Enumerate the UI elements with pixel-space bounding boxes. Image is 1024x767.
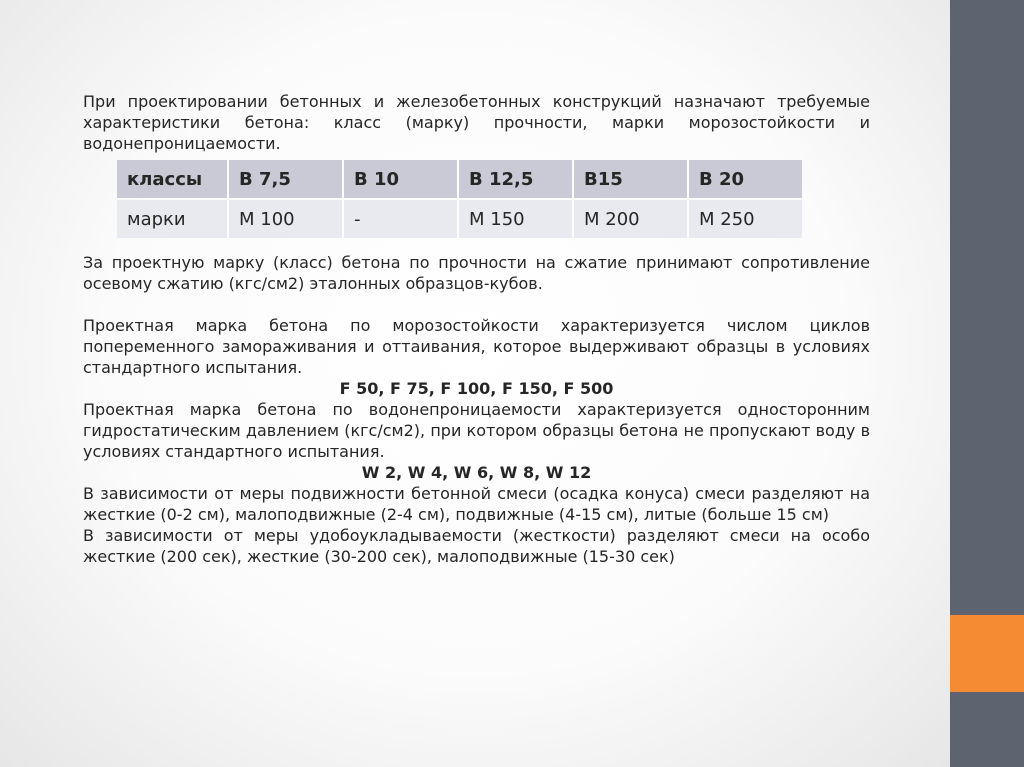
mobility-paragraph: В зависимости от меры подвижности бетонной смеси (осадка конуса) смеси разделяют на жесткие (0-2 см), малоподвижные (2-4 см), подвижные (4-15 см), литые (больше 15 см): [83, 484, 870, 524]
table-cell: М 250: [689, 200, 802, 238]
side-accent-block: [950, 615, 1024, 692]
slide-content: [83, 91, 870, 567]
table-header-cell: В 12,5: [459, 160, 572, 198]
workability-paragraph: В зависимости от меры удобоукладываемости (жесткости) разделяют смеси на особо жесткие (200 сек), жесткие (30-200 сек), малоподвижные (15-30 сек): [83, 526, 870, 566]
class-grade-table: [115, 158, 804, 240]
table-header-cell: В 20: [689, 160, 802, 198]
table-header-cell: В15: [574, 160, 687, 198]
strength-paragraph: За проектную марку (класс) бетона по прочности на сжатие принимают сопротивление осевому сжатию (кгс/см2) эталонных образцов-кубов.: [83, 253, 870, 293]
paragraph-spacer: [83, 294, 870, 315]
table-cell: М 150: [459, 200, 572, 238]
table-cell: М 200: [574, 200, 687, 238]
table-cell: М 100: [229, 200, 342, 238]
frost-grades: F 50, F 75, F 100, F 150, F 500: [339, 379, 614, 398]
table-cell: марки: [117, 200, 227, 238]
table-header-cell: В 7,5: [229, 160, 342, 198]
water-paragraph: Проектная марка бетона по водонепроницаемости характеризуется односторонним гидростатическим давлением (кгс/см2), при котором образцы бетона не пропускают воду в условиях стандартного испытания.: [83, 400, 870, 461]
table-header-row: [117, 160, 802, 198]
table-cell: -: [344, 200, 457, 238]
frost-paragraph: Проектная марка бетона по морозостойкости характеризуется числом циклов попеременного замораживания и оттаивания, которое выдерживают образцы в условиях стандартного испытания.: [83, 316, 870, 377]
table-row: [117, 200, 802, 238]
water-grades: W 2, W 4, W 6, W 8, W 12: [361, 463, 592, 482]
intro-paragraph: При проектировании бетонных и железобетонных конструкций назначают требуемые характеристики бетона: класс (марку) прочности, марки морозостойкости и водонепроницаемости.: [83, 92, 870, 153]
table-header-cell: В 10: [344, 160, 457, 198]
table-header-cell: классы: [117, 160, 227, 198]
